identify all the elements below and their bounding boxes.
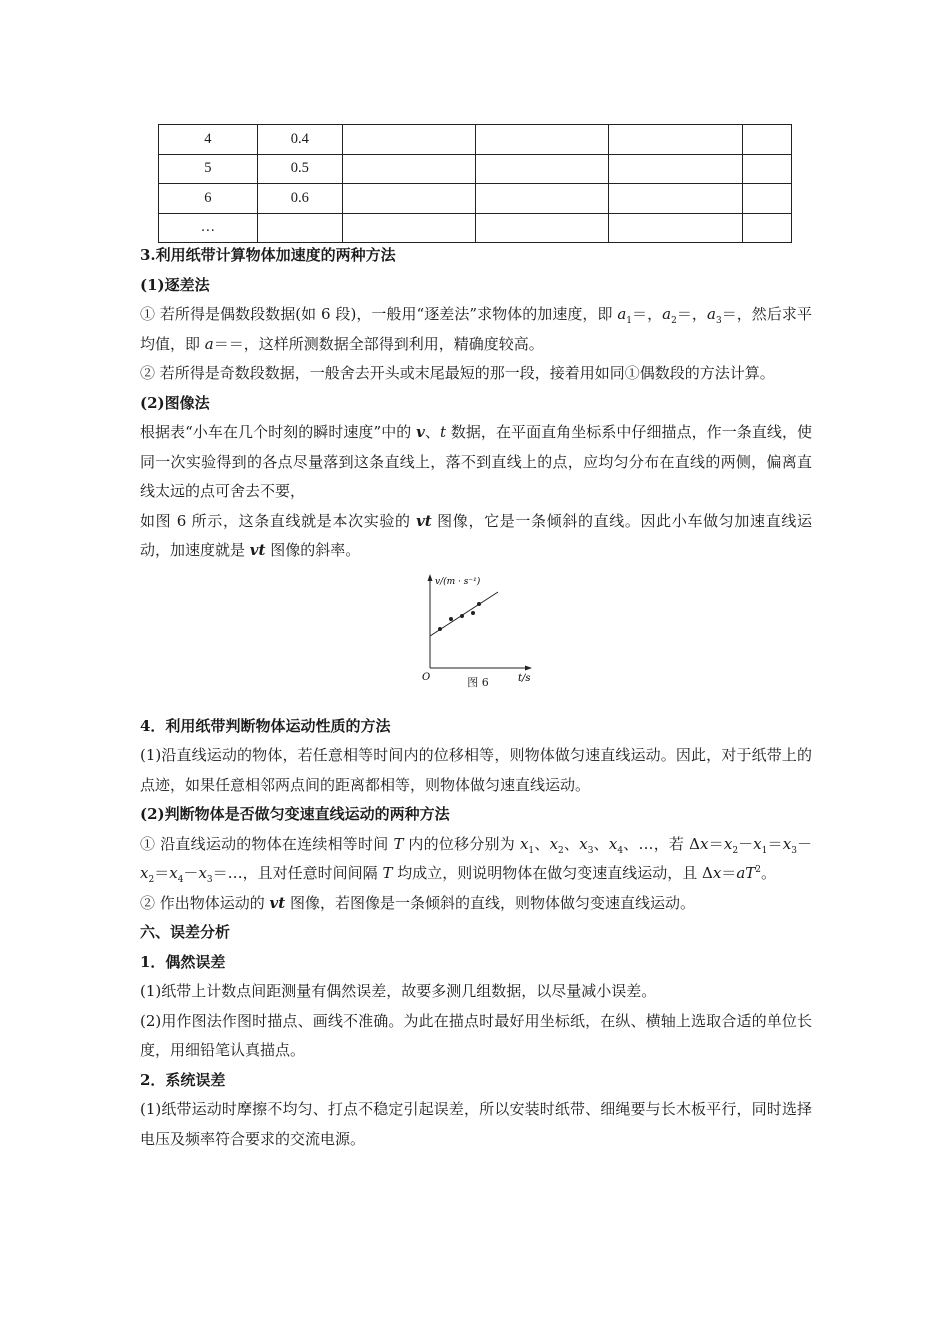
data-point bbox=[438, 627, 442, 631]
table-cell: 6 bbox=[159, 184, 258, 214]
x-axis-label: t/s bbox=[518, 672, 531, 684]
random-error-para-1: (1)纸带上计数点间距测量有偶然误差，故要多测几组数据，以尽量减小误差。 bbox=[140, 982, 657, 1000]
data-point bbox=[477, 602, 481, 606]
table-cell bbox=[609, 154, 743, 184]
table-cell bbox=[342, 154, 475, 184]
table-cell bbox=[743, 125, 792, 155]
table-cell bbox=[475, 184, 609, 214]
table-cell bbox=[475, 213, 609, 243]
data-point bbox=[460, 614, 464, 618]
section-4-para-1: (1)沿直线运动的物体，若任意相等时间内的位移相等，则物体做匀速直线运动。因此，对于纸带上的点迹，如果任意相邻两点间的距离都相等，则物体做匀速直线运动。 bbox=[140, 746, 812, 794]
origin-label: O bbox=[422, 671, 431, 683]
section-4-heading: 4．利用纸带判断物体运动性质的方法 bbox=[140, 716, 391, 735]
systematic-error-para-1: (1)纸带运动时摩擦不均匀、打点不稳定引起误差，所以安装时纸带、细绳要与长木板平行，同时选择电压及频率符合要求的交流电源。 bbox=[140, 1100, 812, 1148]
table-cell: 5 bbox=[159, 154, 258, 184]
method-1-para-2: ② 若所得是奇数段数据，一般舍去开头或末尾最短的那一段，接着用如同①偶数段的方法计算。 bbox=[140, 364, 775, 382]
table-cell bbox=[743, 184, 792, 214]
method-1-title: (1)逐差法 bbox=[140, 275, 210, 294]
x-axis-arrow bbox=[525, 665, 532, 670]
y-axis-arrow bbox=[428, 574, 433, 581]
section-4-para-2-title: (2)判断物体是否做匀变速直线运动的两种方法 bbox=[140, 805, 450, 823]
table-cell: 4 bbox=[159, 125, 258, 155]
table-cell bbox=[609, 213, 743, 243]
table-cell bbox=[342, 125, 475, 155]
table-cell bbox=[609, 125, 743, 155]
table-cell: … bbox=[159, 213, 258, 243]
table-cell bbox=[743, 154, 792, 184]
table-row bbox=[159, 125, 792, 155]
section-6-heading: 六、误差分析 bbox=[140, 923, 231, 941]
y-axis-label: v/(m · s⁻¹) bbox=[435, 576, 481, 587]
method-2-para-1: 根据表“小车在几个时刻的瞬时速度”中的 v、t 数据，在平面直角坐标系中仔细描点，作一条直线，使同一次实验得到的各点尽量落到这条直线上，落不到直线上的点，应均匀分布在直线的两侧，偏离直线太远的点可舍去不要， bbox=[140, 423, 812, 500]
table-cell bbox=[743, 213, 792, 243]
table-cell: 0.4 bbox=[257, 125, 342, 155]
content bbox=[140, 241, 812, 1154]
table-cell bbox=[475, 125, 609, 155]
figure-6 bbox=[140, 566, 812, 712]
data-point bbox=[471, 611, 475, 615]
table-cell bbox=[609, 184, 743, 214]
velocity-table bbox=[158, 124, 792, 243]
method-2-title: (2)图像法 bbox=[140, 393, 210, 412]
section-3-heading: 3.利用纸带计算物体加速度的两种方法 bbox=[140, 246, 396, 264]
table-cell: 0.5 bbox=[257, 154, 342, 184]
section-4-para-4: ② 作出物体运动的 vt 图像，若图像是一条倾斜的直线，则物体做匀变速直线运动。 bbox=[140, 893, 695, 912]
vt-graph bbox=[418, 568, 538, 688]
figure-caption: 图 6 bbox=[467, 675, 489, 689]
table-row bbox=[159, 154, 792, 184]
table-cell bbox=[342, 213, 475, 243]
table-cell: 0.6 bbox=[257, 184, 342, 214]
table-row bbox=[159, 184, 792, 214]
method-2-para-2: 如图 6 所示，这条直线就是本次实验的 vt 图像，它是一条倾斜的直线。因此小车做匀加速直线运动，加速度就是 vt 图像的斜率。 bbox=[140, 511, 812, 559]
table-cell bbox=[342, 184, 475, 214]
data-point bbox=[449, 617, 453, 621]
random-error-heading: 1．偶然误差 bbox=[140, 952, 226, 971]
method-1-para-1: ① 若所得是偶数段数据(如 6 段)，一般用“逐差法”求物体的加速度，即 $a_1=$，$a_2=$，$a_3=$，然后求平均值，即 a＝＝，这样所测数据全部得到利用，精确度较高。 bbox=[140, 305, 812, 353]
section-4-para-3: ① 沿直线运动的物体在连续相等时间 T 内的位移分别为 $x_1$、$x_2$、$x_3$、$x_4$、…，若 $\Delta x=x_2-x_1=x_3-x_2=x_4-x_3=\dots$，且对任意时间间隔 T 均成立，则说明物体在做匀变速直线运动，且 $\Delta x=aT^2$。 bbox=[140, 834, 812, 885]
random-error-para-2: (2)用作图法作图时描点、画线不准确。为此在描点时最好用坐标纸，在纵、横轴上选取合适的单位长度，用细铅笔认真描点。 bbox=[140, 1011, 812, 1059]
table-cell bbox=[475, 154, 609, 184]
table-row bbox=[159, 213, 792, 243]
table-cell bbox=[257, 213, 342, 243]
systematic-error-heading: 2．系统误差 bbox=[140, 1070, 226, 1089]
